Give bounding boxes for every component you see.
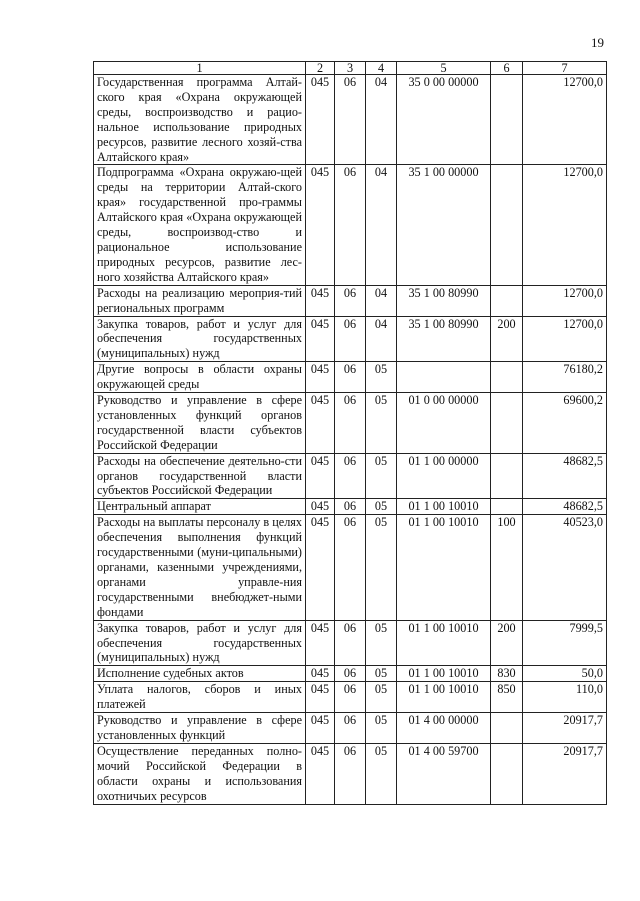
cell-expense-type: 850 bbox=[491, 682, 523, 713]
cell-subsection: 05 bbox=[366, 499, 397, 515]
cell-expense-type bbox=[491, 713, 523, 744]
cell-amount: 12700,0 bbox=[523, 75, 607, 165]
cell-grbs: 045 bbox=[306, 393, 335, 454]
cell-expense-type: 200 bbox=[491, 620, 523, 666]
cell-section: 06 bbox=[335, 362, 366, 393]
column-header: 7 bbox=[523, 62, 607, 75]
cell-name: Руководство и управление в сфере установленных функций органов государственной власти субъектов Российской Федерации bbox=[94, 393, 306, 454]
cell-target-article: 35 1 00 00000 bbox=[397, 165, 491, 285]
cell-grbs: 045 bbox=[306, 620, 335, 666]
cell-amount: 12700,0 bbox=[523, 316, 607, 362]
cell-section: 06 bbox=[335, 713, 366, 744]
cell-target-article: 01 1 00 10010 bbox=[397, 666, 491, 682]
cell-target-article: 01 4 00 59700 bbox=[397, 743, 491, 804]
cell-amount: 69600,2 bbox=[523, 393, 607, 454]
cell-section: 06 bbox=[335, 316, 366, 362]
cell-grbs: 045 bbox=[306, 165, 335, 285]
table-row bbox=[94, 75, 607, 165]
cell-name: Центральный аппарат bbox=[94, 499, 306, 515]
cell-section: 06 bbox=[335, 499, 366, 515]
cell-expense-type bbox=[491, 75, 523, 165]
cell-target-article: 35 1 00 80990 bbox=[397, 316, 491, 362]
table-row bbox=[94, 285, 607, 316]
table-row bbox=[94, 453, 607, 499]
cell-subsection: 04 bbox=[366, 285, 397, 316]
cell-grbs: 045 bbox=[306, 499, 335, 515]
table-row bbox=[94, 713, 607, 744]
cell-target-article: 01 1 00 10010 bbox=[397, 682, 491, 713]
column-header: 3 bbox=[335, 62, 366, 75]
cell-grbs: 045 bbox=[306, 453, 335, 499]
cell-name: Руководство и управление в сфере установленных функций bbox=[94, 713, 306, 744]
cell-section: 06 bbox=[335, 515, 366, 620]
cell-grbs: 045 bbox=[306, 666, 335, 682]
cell-section: 06 bbox=[335, 165, 366, 285]
table-body bbox=[94, 75, 607, 805]
cell-name: Закупка товаров, работ и услуг для обеспечения государственных (муниципальных) нужд bbox=[94, 316, 306, 362]
cell-name: Уплата налогов, сборов и иных платежей bbox=[94, 682, 306, 713]
cell-subsection: 05 bbox=[366, 453, 397, 499]
cell-amount: 7999,5 bbox=[523, 620, 607, 666]
cell-section: 06 bbox=[335, 285, 366, 316]
table-row bbox=[94, 620, 607, 666]
column-header: 2 bbox=[306, 62, 335, 75]
table-row bbox=[94, 499, 607, 515]
cell-name: Расходы на реализацию мероприя-тий региональных программ bbox=[94, 285, 306, 316]
cell-target-article: 35 1 00 80990 bbox=[397, 285, 491, 316]
cell-target-article: 01 1 00 00000 bbox=[397, 453, 491, 499]
cell-subsection: 04 bbox=[366, 316, 397, 362]
cell-amount: 110,0 bbox=[523, 682, 607, 713]
cell-grbs: 045 bbox=[306, 362, 335, 393]
table-row bbox=[94, 743, 607, 804]
cell-target-article: 35 0 00 00000 bbox=[397, 75, 491, 165]
cell-subsection: 05 bbox=[366, 666, 397, 682]
cell-expense-type bbox=[491, 285, 523, 316]
cell-expense-type bbox=[491, 499, 523, 515]
cell-section: 06 bbox=[335, 620, 366, 666]
cell-amount: 76180,2 bbox=[523, 362, 607, 393]
cell-grbs: 045 bbox=[306, 743, 335, 804]
cell-amount: 48682,5 bbox=[523, 453, 607, 499]
cell-grbs: 045 bbox=[306, 515, 335, 620]
column-header: 6 bbox=[491, 62, 523, 75]
table-row bbox=[94, 393, 607, 454]
table-row bbox=[94, 682, 607, 713]
cell-amount: 20917,7 bbox=[523, 713, 607, 744]
budget-table bbox=[93, 61, 607, 805]
cell-grbs: 045 bbox=[306, 285, 335, 316]
cell-section: 06 bbox=[335, 682, 366, 713]
cell-name: Другие вопросы в области охраны окружающей среды bbox=[94, 362, 306, 393]
cell-amount: 20917,7 bbox=[523, 743, 607, 804]
cell-name: Закупка товаров, работ и услуг для обеспечения государственных (муниципальных) нужд bbox=[94, 620, 306, 666]
cell-amount: 48682,5 bbox=[523, 499, 607, 515]
cell-name: Осуществление переданных полно-мочий Российской Федерации в области охраны и использования охотничьих ресурсов bbox=[94, 743, 306, 804]
cell-amount: 12700,0 bbox=[523, 165, 607, 285]
table-row bbox=[94, 515, 607, 620]
cell-expense-type bbox=[491, 393, 523, 454]
cell-section: 06 bbox=[335, 666, 366, 682]
cell-name: Исполнение судебных актов bbox=[94, 666, 306, 682]
table-row bbox=[94, 316, 607, 362]
cell-section: 06 bbox=[335, 453, 366, 499]
cell-subsection: 05 bbox=[366, 743, 397, 804]
cell-subsection: 05 bbox=[366, 515, 397, 620]
cell-subsection: 05 bbox=[366, 393, 397, 454]
cell-target-article bbox=[397, 362, 491, 393]
column-header: 1 bbox=[94, 62, 306, 75]
cell-expense-type: 200 bbox=[491, 316, 523, 362]
table-row bbox=[94, 165, 607, 285]
cell-target-article: 01 0 00 00000 bbox=[397, 393, 491, 454]
cell-grbs: 045 bbox=[306, 75, 335, 165]
cell-grbs: 045 bbox=[306, 713, 335, 744]
cell-name: Расходы на обеспечение деятельно-сти органов государственной власти субъектов Российской Федерации bbox=[94, 453, 306, 499]
cell-expense-type bbox=[491, 362, 523, 393]
cell-name: Расходы на выплаты персоналу в целях обеспечения выполнения функций государственными (муни-ципальными) органами, казенными учреждениями, органами управле-ния государственными внебюджет-ными фондами bbox=[94, 515, 306, 620]
table-row bbox=[94, 666, 607, 682]
cell-section: 06 bbox=[335, 393, 366, 454]
cell-name: Государственная программа Алтай-ского края «Охрана окружающей среды, воспроизводство и рацио-нальное использование природных ресурсов, развитие лесного хозяй-ства Алтайского края» bbox=[94, 75, 306, 165]
cell-grbs: 045 bbox=[306, 682, 335, 713]
cell-expense-type: 100 bbox=[491, 515, 523, 620]
cell-subsection: 05 bbox=[366, 362, 397, 393]
cell-grbs: 045 bbox=[306, 316, 335, 362]
column-header: 4 bbox=[366, 62, 397, 75]
cell-expense-type: 830 bbox=[491, 666, 523, 682]
cell-expense-type bbox=[491, 743, 523, 804]
cell-subsection: 05 bbox=[366, 713, 397, 744]
column-header: 5 bbox=[397, 62, 491, 75]
cell-amount: 50,0 bbox=[523, 666, 607, 682]
cell-amount: 40523,0 bbox=[523, 515, 607, 620]
cell-target-article: 01 1 00 10010 bbox=[397, 499, 491, 515]
cell-expense-type bbox=[491, 165, 523, 285]
cell-subsection: 04 bbox=[366, 165, 397, 285]
page-number: 19 bbox=[591, 35, 604, 50]
cell-target-article: 01 1 00 10010 bbox=[397, 620, 491, 666]
table-row bbox=[94, 362, 607, 393]
cell-subsection: 05 bbox=[366, 620, 397, 666]
cell-amount: 12700,0 bbox=[523, 285, 607, 316]
header-row bbox=[94, 62, 607, 75]
cell-subsection: 05 bbox=[366, 682, 397, 713]
cell-section: 06 bbox=[335, 75, 366, 165]
cell-target-article: 01 1 00 10010 bbox=[397, 515, 491, 620]
cell-expense-type bbox=[491, 453, 523, 499]
cell-name: Подпрограмма «Охрана окружаю-щей среды на территории Алтай-ского края» государственной про-граммы Алтайского края «Охрана окружающей среды, воспроизвод-ство и рациональное использование природных ресурсов, развитие лес-ного хозяйства Алтайского края» bbox=[94, 165, 306, 285]
cell-subsection: 04 bbox=[366, 75, 397, 165]
cell-section: 06 bbox=[335, 743, 366, 804]
cell-target-article: 01 4 00 00000 bbox=[397, 713, 491, 744]
